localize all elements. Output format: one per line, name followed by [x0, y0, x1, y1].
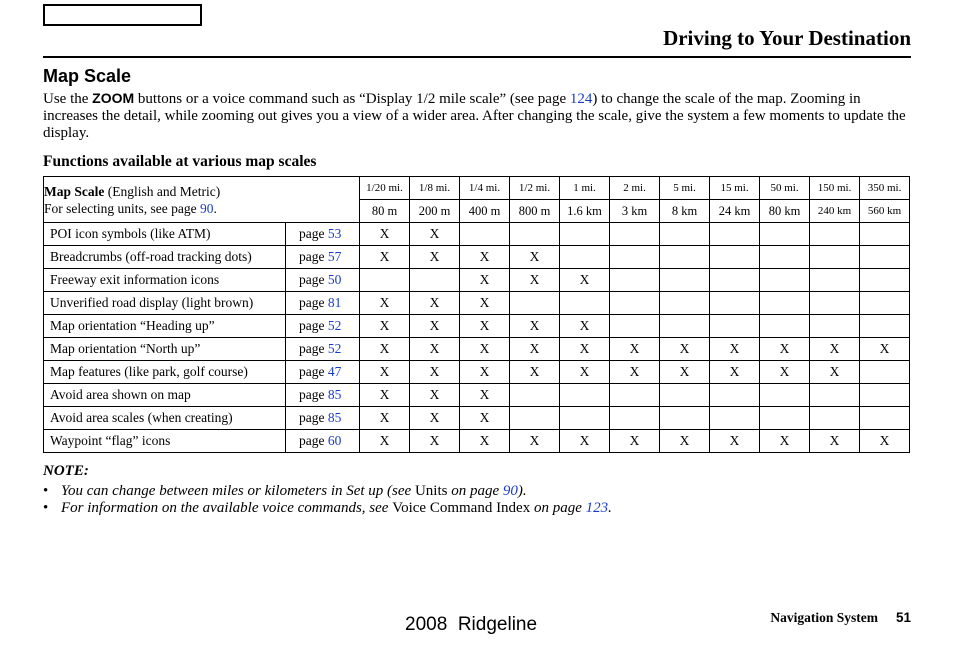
- bullet-icon: •: [43, 500, 49, 516]
- note-text-post: ).: [517, 483, 527, 499]
- availability-mark: X: [710, 430, 760, 453]
- availability-mark: [760, 223, 810, 246]
- note-page-link[interactable]: 90: [502, 483, 518, 499]
- footer-section: [770, 610, 911, 626]
- availability-mark: [860, 292, 910, 315]
- note-item: [43, 483, 911, 500]
- availability-mark: [560, 246, 610, 269]
- availability-mark: [610, 292, 660, 315]
- page-reference: [286, 430, 360, 453]
- availability-mark: X: [410, 361, 460, 384]
- table-row: [44, 384, 910, 407]
- availability-mark: [660, 315, 710, 338]
- scale-metric-cell: 240 km: [810, 200, 860, 223]
- note-text-mid: on page: [447, 483, 503, 499]
- scale-english-cell: 2 mi.: [610, 177, 660, 200]
- page-prefix: page: [299, 318, 328, 333]
- scale-metric-cell: 560 km: [860, 200, 910, 223]
- availability-mark: [810, 246, 860, 269]
- availability-mark: X: [410, 292, 460, 315]
- availability-mark: X: [410, 223, 460, 246]
- scale-metric-cell: 3 km: [610, 200, 660, 223]
- scale-metric-cell: 400 m: [460, 200, 510, 223]
- availability-mark: [710, 384, 760, 407]
- note-title: NOTE:: [43, 463, 89, 479]
- availability-mark: X: [610, 338, 660, 361]
- intro-text-2: buttons or a voice command such as “Display 1/2 mile scale” (see page: [134, 91, 570, 107]
- availability-mark: [660, 223, 710, 246]
- availability-mark: X: [360, 315, 410, 338]
- intro-text-1: Use the: [43, 91, 93, 107]
- map-scale-header-cell: [44, 177, 360, 223]
- availability-mark: [660, 269, 710, 292]
- scale-english-cell: 1 mi.: [560, 177, 610, 200]
- availability-mark: X: [860, 338, 910, 361]
- scale-english-cell: 5 mi.: [660, 177, 710, 200]
- header-tab-box: [43, 4, 202, 26]
- availability-mark: X: [410, 384, 460, 407]
- availability-mark: [610, 315, 660, 338]
- units-note-end: .: [213, 200, 217, 216]
- availability-mark: X: [710, 361, 760, 384]
- availability-mark: X: [360, 384, 410, 407]
- availability-mark: X: [610, 430, 660, 453]
- scale-metric-cell: 800 m: [510, 200, 560, 223]
- availability-mark: [510, 223, 560, 246]
- availability-mark: X: [660, 430, 710, 453]
- availability-mark: [510, 292, 560, 315]
- page-reference: [286, 246, 360, 269]
- availability-mark: [860, 269, 910, 292]
- page-reference: [286, 269, 360, 292]
- availability-mark: [560, 407, 610, 430]
- page-link[interactable]: 52: [327, 318, 342, 333]
- page-prefix: page: [299, 295, 328, 310]
- availability-mark: [660, 407, 710, 430]
- availability-mark: X: [810, 338, 860, 361]
- scale-english-cell: 1/8 mi.: [410, 177, 460, 200]
- footer-section-name: Navigation System: [770, 610, 878, 625]
- note-text-pre: For information on the available voice commands, see: [61, 500, 393, 516]
- function-label: Map orientation “North up”: [44, 338, 286, 361]
- scale-english-cell: 50 mi.: [760, 177, 810, 200]
- zoom-button-name: ZOOM: [92, 90, 135, 106]
- availability-mark: X: [510, 338, 560, 361]
- section-heading: Map Scale: [43, 66, 132, 86]
- table-row: [44, 315, 910, 338]
- availability-mark: [610, 407, 660, 430]
- footer-page-number: 51: [895, 610, 911, 625]
- availability-mark: X: [460, 407, 510, 430]
- page-link[interactable]: 47: [327, 364, 342, 379]
- map-scale-label-rest: (English and Metric): [104, 183, 221, 199]
- note-text-post: .: [608, 500, 612, 516]
- availability-mark: X: [710, 338, 760, 361]
- availability-mark: [810, 407, 860, 430]
- page-reference: [286, 338, 360, 361]
- availability-mark: X: [810, 430, 860, 453]
- page-link[interactable]: 53: [327, 226, 342, 241]
- page-prefix: page: [299, 387, 328, 402]
- availability-mark: [710, 246, 760, 269]
- availability-mark: X: [410, 430, 460, 453]
- note-page-link[interactable]: 123: [585, 500, 609, 516]
- availability-mark: [660, 292, 710, 315]
- availability-mark: [610, 223, 660, 246]
- availability-mark: X: [460, 338, 510, 361]
- table-row: [44, 269, 910, 292]
- availability-mark: [660, 384, 710, 407]
- page-title: Driving to Your Destination: [663, 26, 911, 50]
- availability-mark: [560, 292, 610, 315]
- availability-mark: X: [560, 269, 610, 292]
- availability-mark: [860, 407, 910, 430]
- intro-text-3: ) to change the scale of the map. Zooming in increases the detail, while zooming out gives you a view of a wider area. After changing the scale, give the system a few moments to update the display.: [43, 91, 906, 141]
- function-label: Freeway exit information icons: [44, 269, 286, 292]
- availability-mark: X: [460, 246, 510, 269]
- function-label: Avoid area shown on map: [44, 384, 286, 407]
- page-link[interactable]: 57: [327, 249, 342, 264]
- availability-mark: X: [360, 338, 410, 361]
- availability-mark: [710, 223, 760, 246]
- page-prefix: page: [299, 249, 328, 264]
- availability-mark: [760, 292, 810, 315]
- availability-mark: X: [560, 430, 610, 453]
- availability-mark: X: [510, 269, 560, 292]
- availability-mark: [510, 384, 560, 407]
- availability-mark: X: [510, 430, 560, 453]
- table-row: [44, 223, 910, 246]
- availability-mark: [760, 269, 810, 292]
- function-label: POI icon symbols (like ATM): [44, 223, 286, 246]
- page-prefix: page: [299, 272, 328, 287]
- availability-mark: X: [460, 361, 510, 384]
- function-label: Breadcrumbs (off-road tracking dots): [44, 246, 286, 269]
- availability-mark: X: [760, 338, 810, 361]
- availability-mark: X: [760, 361, 810, 384]
- page-link[interactable]: 85: [327, 387, 342, 402]
- availability-mark: X: [660, 361, 710, 384]
- availability-mark: [810, 292, 860, 315]
- availability-mark: X: [360, 430, 410, 453]
- table-row: [44, 246, 910, 269]
- scale-english-cell: 150 mi.: [810, 177, 860, 200]
- availability-mark: [610, 246, 660, 269]
- availability-mark: [460, 223, 510, 246]
- availability-mark: [760, 407, 810, 430]
- availability-mark: X: [410, 407, 460, 430]
- map-scale-table: [43, 176, 910, 453]
- function-label: Avoid area scales (when creating): [44, 407, 286, 430]
- scale-metric-cell: 80 m: [360, 200, 410, 223]
- availability-mark: X: [810, 361, 860, 384]
- availability-mark: [860, 246, 910, 269]
- page-link[interactable]: 52: [327, 341, 342, 356]
- scale-metric-cell: 1.6 km: [560, 200, 610, 223]
- note-list: [43, 483, 911, 517]
- availability-mark: [710, 292, 760, 315]
- page-reference: [286, 315, 360, 338]
- availability-mark: [860, 384, 910, 407]
- availability-mark: [610, 269, 660, 292]
- function-label: Unverified road display (light brown): [44, 292, 286, 315]
- availability-mark: [610, 384, 660, 407]
- header-divider: [43, 56, 911, 58]
- availability-mark: [360, 269, 410, 292]
- page-reference: [286, 407, 360, 430]
- note-term: Units: [414, 483, 448, 499]
- availability-mark: [810, 269, 860, 292]
- availability-mark: X: [460, 384, 510, 407]
- table-row: [44, 338, 910, 361]
- intro-paragraph: [43, 90, 915, 142]
- page-prefix: page: [299, 341, 328, 356]
- page-prefix: page: [299, 410, 328, 425]
- availability-mark: [860, 315, 910, 338]
- availability-mark: X: [610, 361, 660, 384]
- table-row: [44, 292, 910, 315]
- intro-page-link[interactable]: 124: [569, 91, 593, 107]
- page-link[interactable]: 50: [327, 272, 342, 287]
- table-row: [44, 430, 910, 453]
- page-link[interactable]: 60: [327, 433, 342, 448]
- note-text-pre: You can change between miles or kilometers in Set up (see: [61, 483, 415, 499]
- scale-english-cell: 15 mi.: [710, 177, 760, 200]
- bullet-icon: •: [43, 483, 49, 499]
- function-label: Waypoint “flag” icons: [44, 430, 286, 453]
- availability-mark: X: [410, 246, 460, 269]
- availability-mark: [860, 361, 910, 384]
- scale-english-cell: 1/20 mi.: [360, 177, 410, 200]
- map-scale-label: Map Scale: [44, 183, 105, 199]
- page-reference: [286, 223, 360, 246]
- scale-english-cell: 1/4 mi.: [460, 177, 510, 200]
- availability-mark: X: [860, 430, 910, 453]
- function-label: Map features (like park, golf course): [44, 361, 286, 384]
- availability-mark: X: [360, 292, 410, 315]
- availability-mark: [710, 269, 760, 292]
- availability-mark: [510, 407, 560, 430]
- note-item: [43, 500, 911, 517]
- availability-mark: X: [510, 315, 560, 338]
- page-reference: [286, 384, 360, 407]
- table-row: [44, 361, 910, 384]
- availability-mark: [760, 384, 810, 407]
- availability-mark: [810, 223, 860, 246]
- scale-english-cell: 1/2 mi.: [510, 177, 560, 200]
- availability-mark: X: [560, 315, 610, 338]
- availability-mark: [760, 246, 810, 269]
- page-link[interactable]: 85: [327, 410, 342, 425]
- availability-mark: X: [560, 338, 610, 361]
- scale-metric-cell: 8 km: [660, 200, 710, 223]
- availability-mark: X: [510, 361, 560, 384]
- footer-model-name: 2008 Ridgeline: [405, 614, 538, 635]
- availability-mark: X: [760, 430, 810, 453]
- availability-mark: [710, 315, 760, 338]
- table-caption: Functions available at various map scales: [43, 153, 317, 170]
- page-reference: [286, 361, 360, 384]
- page-prefix: page: [299, 226, 328, 241]
- availability-mark: X: [660, 338, 710, 361]
- availability-mark: X: [360, 223, 410, 246]
- availability-mark: X: [360, 407, 410, 430]
- availability-mark: X: [510, 246, 560, 269]
- availability-mark: X: [560, 361, 610, 384]
- scale-metric-cell: 24 km: [710, 200, 760, 223]
- availability-mark: [710, 407, 760, 430]
- availability-mark: X: [460, 269, 510, 292]
- availability-mark: [810, 384, 860, 407]
- function-label: Map orientation “Heading up”: [44, 315, 286, 338]
- availability-mark: X: [360, 246, 410, 269]
- english-scale-row: [44, 177, 910, 200]
- note-term: Voice Command Index: [392, 500, 531, 516]
- availability-mark: X: [410, 338, 460, 361]
- availability-mark: X: [460, 292, 510, 315]
- availability-mark: [810, 315, 860, 338]
- units-page-link[interactable]: 90: [199, 200, 214, 216]
- availability-mark: [760, 315, 810, 338]
- availability-mark: [560, 384, 610, 407]
- scale-english-cell: 350 mi.: [860, 177, 910, 200]
- scale-metric-cell: 80 km: [760, 200, 810, 223]
- availability-mark: [660, 246, 710, 269]
- scale-metric-cell: 200 m: [410, 200, 460, 223]
- page-prefix: page: [299, 433, 328, 448]
- availability-mark: X: [410, 315, 460, 338]
- availability-mark: [560, 223, 610, 246]
- availability-mark: [860, 223, 910, 246]
- availability-mark: [410, 269, 460, 292]
- page-reference: [286, 292, 360, 315]
- table-row: [44, 407, 910, 430]
- page-link[interactable]: 81: [327, 295, 342, 310]
- units-note: For selecting units, see page: [44, 200, 200, 216]
- availability-mark: X: [360, 361, 410, 384]
- availability-mark: X: [460, 430, 510, 453]
- page-prefix: page: [299, 364, 328, 379]
- note-text-mid: on page: [530, 500, 586, 516]
- availability-mark: X: [460, 315, 510, 338]
